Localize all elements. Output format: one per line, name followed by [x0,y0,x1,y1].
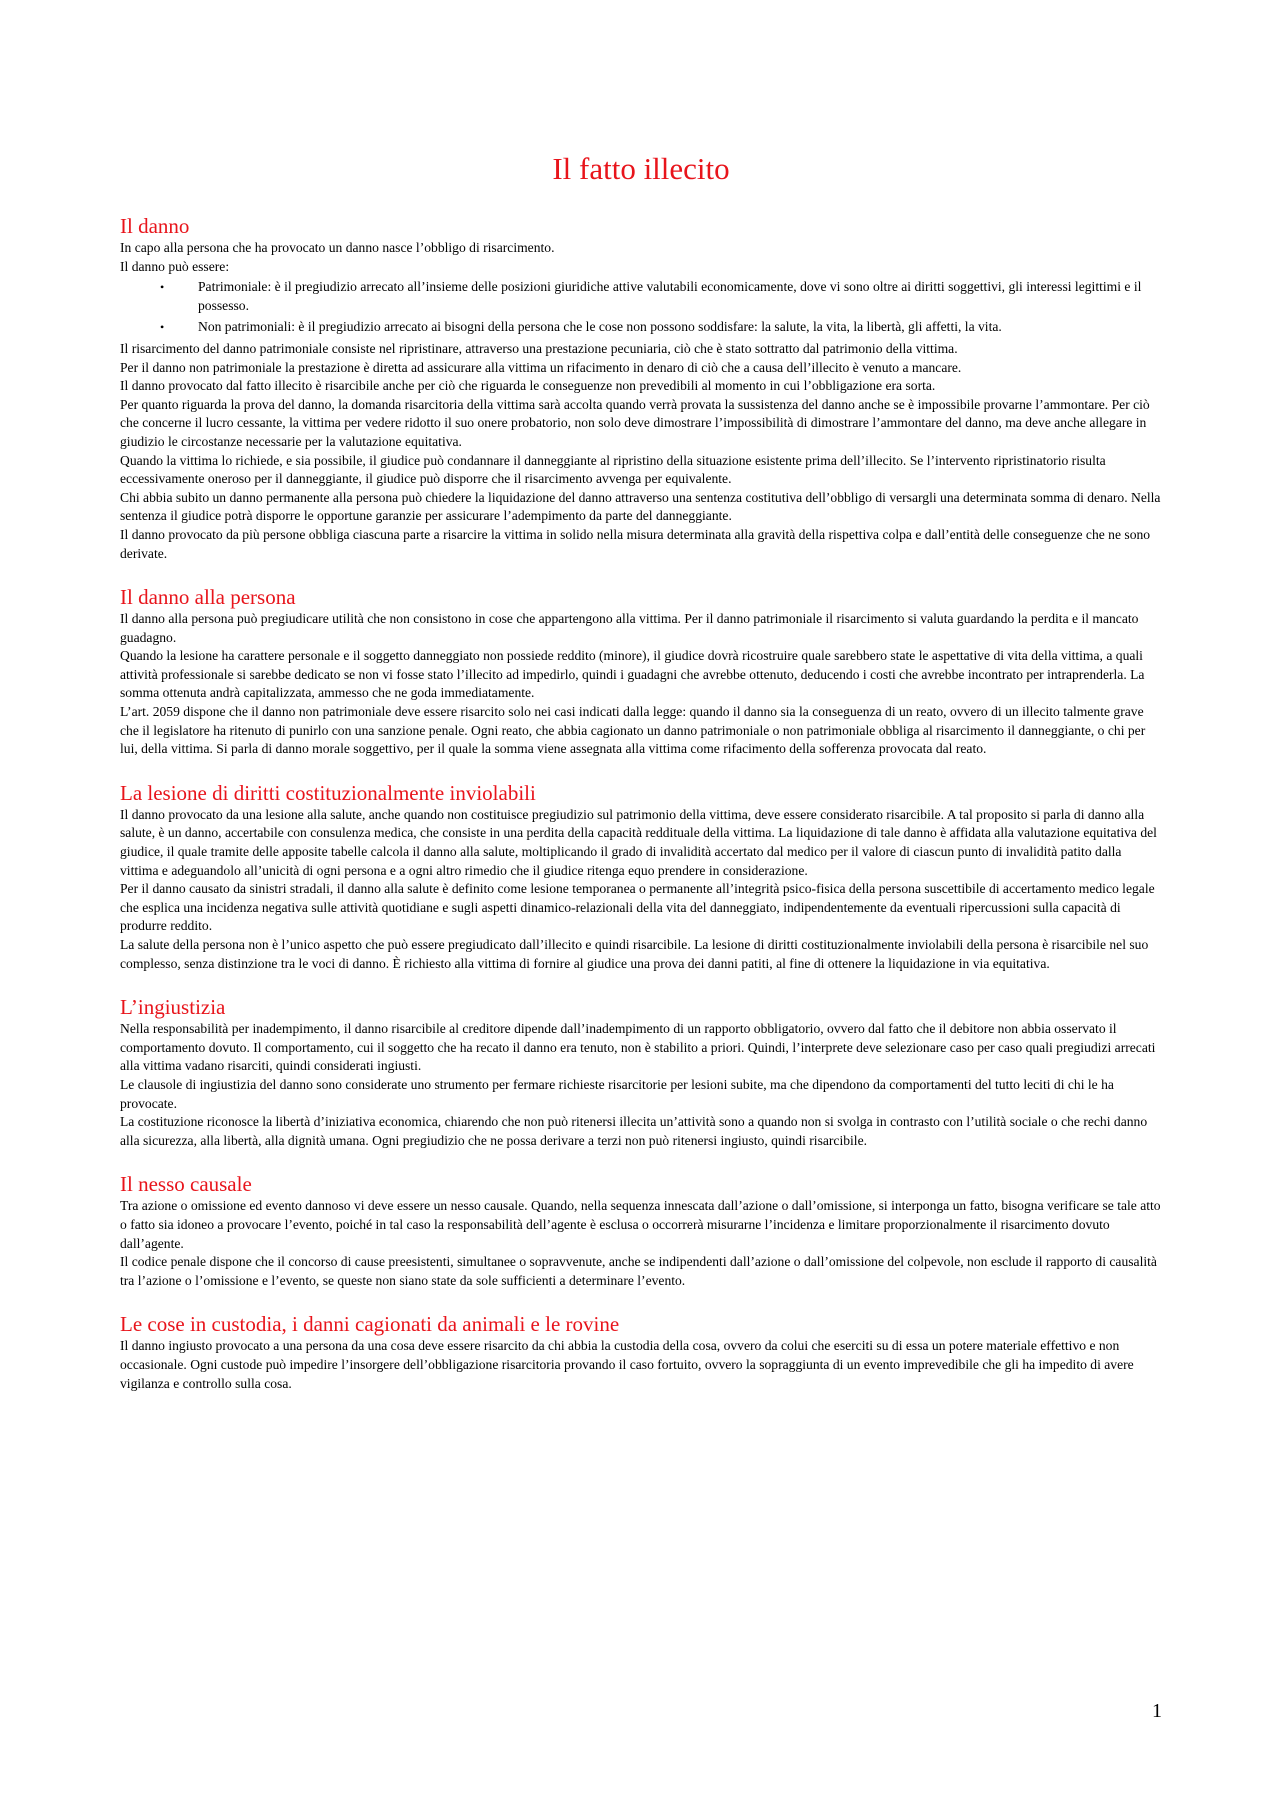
section [120,1172,1162,1290]
paragraph: Per quanto riguarda la prova del danno, la domanda risarcitoria della vittima sarà accolta quando verrà provata la sussistenza del danno anche se è impossibile provarne l’ammontare. Per ciò che concerne il lucro cessante, la vittima per vedere ridotto il suo onere probatorio, non solo deve dimostrare l’impossibilità di dimostrare l’ammontare del danno, ma deve anche allegare in giudizio le circostanze necessarie per la valutazione equitativa. [120,396,1150,449]
paragraph: Il danno ingiusto provocato a una persona da una cosa deve essere risarcito da chi abbia la custodia della cosa, ovvero da colui che eserciti su di essa un potere materiale effettivo e non occasionale. Ogni custode può impedire l’insorgere dell’obbligazione risarcitoria provando il caso fortuito, ovvero la sopraggiunta di un evento imprevedibile che gli ha impedito di avere vigilanza e controllo sulla cosa. [120,1338,1134,1391]
section-heading: La lesione di diritti costituzionalmente inviolabili [120,780,536,805]
section-heading: Il danno alla persona [120,585,296,610]
paragraph: Il danno provocato dal fatto illecito è risarcibile anche per ciò che riguarda le conseguenze non prevedibili al momento in cui l’obbligazione era sorta. [120,378,936,394]
paragraph: Il danno può essere: [120,258,230,274]
list-item-text: Patrimoniale: è il pregiudizio arrecato all’insieme delle posizioni giuridiche attive valutabili economicamente, dove vi sono oltre ai diritti soggettivi, gli interessi legittimi e il possesso. [198,279,1142,313]
section [120,781,1162,973]
section [120,585,1162,759]
paragraph: La costituzione riconosce la libertà d’iniziativa economica, chiarendo che non può ritenersi illecita un’attività sono a quando non si svolga in contrasto con l’utilità sociale o che rechi danno alla sicurezza, alla libertà, alla dignità umana. Ogni pregiudizio che ne possa derivare a terzi non può ritenersi ingiusto, quindi risarcibile. [120,1114,1148,1148]
paragraph: Il risarcimento del danno patrimoniale consiste nel ripristinare, attraverso una prestazione pecuniaria, ciò che è stato sottratto dal patrimonio della vittima. [120,340,958,356]
paragraph: Chi abbia subito un danno permanente alla persona può chiedere la liquidazione del danno attraverso una sentenza costitutiva dell’obbligo di versargli una determinata somma di denaro. Nella sentenza il giudice potrà disporre le opportune garanzie per assicurare l’adempimento da parte del danneggiante. [120,489,1161,524]
paragraph: In capo alla persona che ha provocato un danno nasce l’obbligo di risarcimento. [120,240,555,255]
section-heading: Il nesso causale [120,1172,252,1197]
list-item [160,318,1162,337]
paragraph: Quando la vittima lo richiede, e sia possibile, il giudice può condannare il danneggiante al ripristino della situazione esistente prima dell’illecito. Se l’intervento ripristinatorio risulta eccessivamente oneroso per il danneggiante, il giudice può disporre che il risarcimento avvenga per equivalente. [120,452,1106,487]
paragraph: Il danno provocato da una lesione alla salute, anche quando non costituisce pregiudizio sul patrimonio della vittima, deve essere considerato risarcibile. A tal proposito si parla di danno alla salute, è un danno, accertabile con consulenza medica, che consiste in una perdita della capacità reddituale della vittima. La liquidazione di tale danno è affidata alla valutazione equitativa del giudice, il quale tramite delle apposite tabelle calcola il danno alla salute, moltiplicando il grado di invalidità accertato dal medico per il valore di ciascun punto di invalidità patito dalla vittima e adeguandolo all’unicità di ogni persona e a ogni altro rimedio che il giudice ritenga equo prendere in considerazione. [120,806,1157,878]
paragraph: Tra azione o omissione ed evento dannoso vi deve essere un nesso causale. Quando, nella sequenza innescata dall’azione o dall’omissione, si interponga un fatto, bisogna verificare se tale atto o fatto sia idoneo a provocare l’evento, poiché in tal caso la responsabilità dell’agente è esclusa o occorrerà misurarne l’incidenza e limitare proporzionalmente il risarcimento dovuto dall’agente. [120,1198,1161,1251]
paragraph: Quando la lesione ha carattere personale e il soggetto danneggiato non possiede reddito (minore), il giudice dovrà ricostruire quale sarebbero state le aspettative di vita della vittima, a quali attività professionale si sarebbe dedicato se non vi fosse stato l’illecito ad impedirlo, quindi i guadagni che avrebbe ottenuto, deducendo i costi che avrebbe incontrato per intraprenderla. La somma ottenuta andrà capitalizzata, ammesso che ne goda immediatamente. [120,648,1145,701]
section [120,214,1162,563]
section [120,1312,1162,1393]
paragraph: La salute della persona non è l’unico aspetto che può essere pregiudicato dall’illecito e quindi risarcibile. La lesione di diritti costituzionalmente inviolabili della persona è risarcibile nel suo complesso, senza distinzione tra le voci di danno. È richiesto alla vittima di fornire al giudice una prova dei danni patiti, al fine di ottenere la liquidazione in via equitativa. [120,937,1149,971]
bullet-icon: • [160,320,165,335]
section-heading: L’ingiustizia [120,995,226,1020]
paragraph: Il codice penale dispone che il concorso di cause preesistenti, simultanee o sopravvenute, anche se indipendenti dall’azione o dall’omissione del colpevole, non esclude il rapporto di causalità tra l’azione o l’omissione e l’evento, se queste non siano state da sole sufficienti a determinare l’evento. [120,1254,1157,1288]
list-item-text: Non patrimoniali: è il pregiudizio arrecato ai bisogni della persona che le cose non possono soddisfare: la salute, la vita, la libertà, gli affetti, la vita. [198,319,1002,335]
section-heading: Le cose in custodia, i danni cagionati da animali e le rovine [120,1312,620,1337]
paragraph: Per il danno causato da sinistri stradali, il danno alla salute è definito come lesione temporanea o permanente all’integrità psico-fisica della persona suscettibile di accertamento medico legale che esplica una incidenza negativa sulle attività quotidiane e sugli aspetti dinamico-relazionali della vita del danneggiato, indipendentemente da eventuali ripercussioni sulla capacità di produrre reddito. [120,881,1155,934]
document-body [120,214,1162,1393]
list-item [160,278,1162,315]
document-title: Il fatto illecito [552,151,730,186]
bullet-icon: • [160,280,165,295]
bullet-list [120,278,1162,337]
paragraph: Per il danno non patrimoniale la prestazione è diretta ad assicurare alla vittima un rifacimento in denaro di ciò che a causa dell’illecito è venuto a mancare. [120,359,962,375]
section-heading: Il danno [120,214,190,238]
paragraph: Le clausole di ingiustizia del danno sono considerate uno strumento per fermare richieste risarcitorie per lesioni subite, ma che dipendono da comportamenti del tutto leciti di chi le ha provocate. [120,1076,1114,1111]
paragraph: Il danno alla persona può pregiudicare utilità che non consistono in cose che appartengono alla vittima. Per il danno patrimoniale il risarcimento si valuta guardando la perdita e il mancato guadagno. [120,611,1139,645]
paragraph: Nella responsabilità per inadempimento, il danno risarcibile al creditore dipende dall’inadempimento di un rapporto obbligatorio, ovvero dal fatto che il debitore non abbia osservato il comportamento dovuto. Il comportamento, cui il soggetto che ha recato il danno era tenuto, non è stabilito a priori. Quindi, l’interprete deve selezionare caso per caso quali pregiudizi arrecati alla vittima vadano risarciti, quindi considerati ingiusti. [120,1021,1156,1074]
page-number: 1 [1152,1700,1162,1722]
paragraph: L’art. 2059 dispone che il danno non patrimoniale deve essere risarcito solo nei casi indicati dalla legge: quando il danno sia la conseguenza di un reato, ovvero di un illecito talmente grave che il legislatore ha ritenuto di punirlo con una sanzione penale. Ogni reato, che abbia cagionato un danno patrimoniale o non patrimoniale obbliga al risarcimento il danneggiante, o chi per lui, della vittima. Si parla di danno morale soggettivo, per il quale la somma viene assegnata alla vittima come rifacimento della sofferenza provocata dal reato. [120,704,1146,757]
paragraph: Il danno provocato da più persone obbliga ciascuna parte a risarcire la vittima in solido nella misura determinata alla gravità della rispettiva colpa e dall’entità delle conseguenze che ne sono derivate. [120,526,1151,561]
section [120,995,1162,1150]
